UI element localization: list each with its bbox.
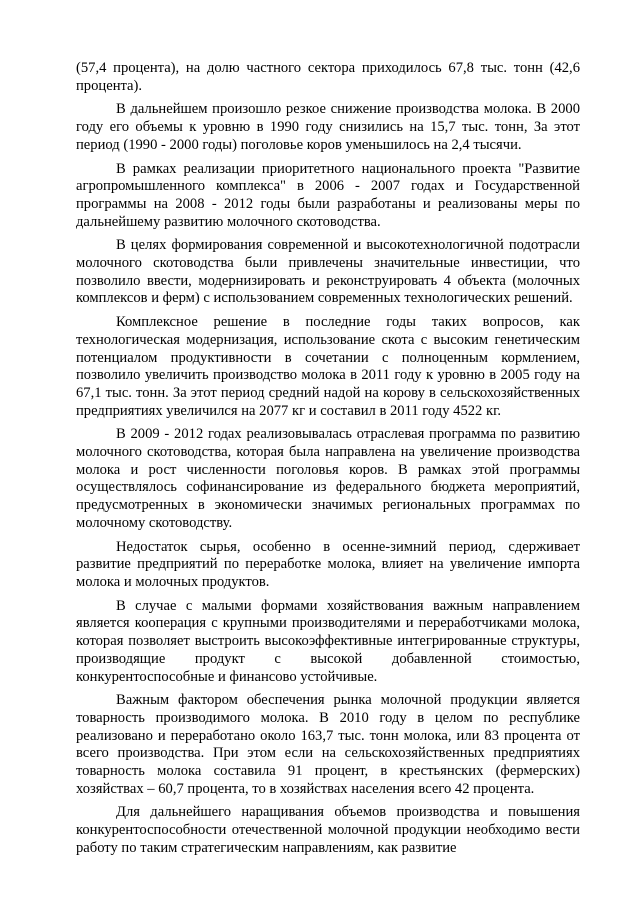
paragraph-10: Для дальнейшего наращивания объемов производства и повышения конкурентоспособности отечественной молочной продукции необходимо вести работу по таким стратегическим направлениям, как развитие bbox=[76, 804, 580, 856]
paragraph-8: В случае с малыми формами хозяйствования важным направлением является кооперация с крупными производителями и переработчиками молока, которая позволяет выстроить высокоэффективные интегрированные структуры, производящие продукт с высокой добавленной стоимостью, конкурентоспособные и финансово устойчивые. bbox=[76, 597, 580, 685]
paragraph-5: Комплексное решение в последние годы таких вопросов, как технологическая модернизация, использование скота с высоким генетическим потенциалом продуктивности в сочетании с полноценным кормлением, позволило увеличить производство молока в 2011 году к уровню в 2005 году на 67,1 тыс. тонн. За этот период средний надой на корову в сельскохозяйственных предприятиях увеличился на 2077 кг и составил в 2011 году 4522 кг. bbox=[76, 314, 580, 419]
paragraph-2: В дальнейшем произошло резкое снижение производства молока. В 2000 году его объемы к уровню в 1990 году снизились на 15,7 тыс. тонн, За этот период (1990 - 2000 годы) поголовье коров уменьшилось на 2,4 тысячи. bbox=[76, 101, 580, 153]
paragraph-1: (57,4 процента), на долю частного сектора приходилось 67,8 тыс. тонн (42,6 процента). bbox=[76, 60, 580, 94]
paragraph-9: Важным фактором обеспечения рынка молочной продукции является товарность производимого молока. В 2010 году в целом по республике реализовано и переработано около 163,7 тыс. тонн молока, или 83 процента от всего производства. При этом если на сельскохозяйственных предприятиях товарность молока составила 91 процент, в крестьянских (фермерских) хозяйствах – 60,7 процента, то в хозяйствах населения всего 42 процента. bbox=[76, 692, 580, 797]
paragraph-7: Недостаток сырья, особенно в осенне-зимний период, сдерживает развитие предприятий по переработке молока, влияет на увеличение импорта молока и молочных продуктов. bbox=[76, 538, 580, 590]
paragraph-6: В 2009 - 2012 годах реализовывалась отраслевая программа по развитию молочного скотоводства, которая была направлена на увеличение производства молока и рост численности поголовья коров. В рамках этой программы осуществлялось софинансирование из федерального бюджета мероприятий, предусмотренных в экономически значимых региональных программах по молочному скотоводству. bbox=[76, 426, 580, 531]
document-page bbox=[76, 60, 580, 858]
paragraph-3: В рамках реализации приоритетного национального проекта "Развитие агропромышленного комплекса" в 2006 - 2007 годах и Государственной программы на 2008 - 2012 годы были разработаны и реализованы меры по дальнейшему развитию молочного скотоводства. bbox=[76, 160, 580, 230]
paragraph-4: В целях формирования современной и высокотехнологичной подотрасли молочного скотоводства были привлечены значительные инвестиции, что позволило ввести, модернизировать и реконструировать 4 объекта (молочных комплексов и ферм) с использованием современных технологических решений. bbox=[76, 237, 580, 307]
